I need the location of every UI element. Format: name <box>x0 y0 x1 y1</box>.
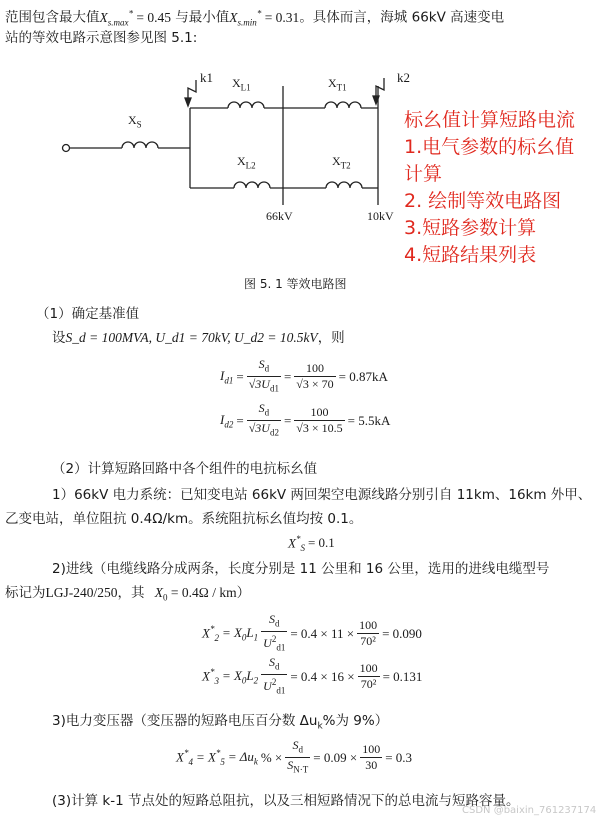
transformer-text: 3)电力变压器（变压器的短路电压百分数 $\Delta u_k\%$为 9%） <box>52 713 389 732</box>
equation-x2: $X^*_2$ = $X_0L_1$ $\frac{S_d}{U^2_{d1}}$ = 0.4 × 11 × $\frac{100}{\text{70²}}$ = 0.090 <box>202 612 422 653</box>
xl1-coil <box>228 102 264 108</box>
annotation-line: 1.电气参数的标幺值 <box>404 136 575 158</box>
label-66kv: 66kV <box>266 209 293 223</box>
incoming-line-text-1: 2)进线（电缆线路分成两条，长度分别是 11 公里和 16 公里，选用的进线电缆型号 <box>52 561 550 577</box>
label-xs: $X_S$ <box>128 113 142 130</box>
xt1-coil <box>325 102 361 108</box>
watermark: CSDN @baixin_761237174 <box>462 805 597 816</box>
intro-line-2: 站的等效电路示意图参见图 5.1: <box>5 30 198 46</box>
figure-caption: 图 5. 1 等效电路图 <box>244 277 347 291</box>
annotation-line: 4.短路结果列表 <box>404 244 537 266</box>
section1-setup: 设S_d = 100MVA, U_d1 = 70kV, U_d2 = 10.5kV，则 <box>52 330 345 346</box>
label-xl1: $X_{L1}$ <box>232 76 251 93</box>
intro-line-1: 范围包含最大值$X_{s.max}^* = 0.45$ 与最小值$X_{s.min}^* = 0.31$。具体而言，海城 66kV 高速变电 <box>5 8 505 28</box>
xt2-coil <box>326 182 362 188</box>
annotation-block <box>404 107 575 269</box>
section2-heading: （2）计算短路回路中各个组件的电抗标幺值 <box>52 461 318 477</box>
label-k1: k1 <box>200 70 213 85</box>
incoming-line-text-2: 标记为LGJ-240/250，其 $X_0 = 0.4\Omega / km$） <box>5 585 251 603</box>
k1-fault-arrow <box>188 80 196 100</box>
annotation-line: 计算 <box>404 163 443 185</box>
label-k2: k2 <box>397 70 410 85</box>
source-node <box>63 145 70 152</box>
label-xt1: $X_{T1}$ <box>328 76 347 93</box>
xs-coil <box>122 142 158 148</box>
equation-id2: $I_{d2}$ = $\frac{S_d}{√3U_{d2}}$ = $\frac{100}{√3 \times 10.5}$ = 5.5kA <box>220 401 391 438</box>
annotation-line: 3.短路参数计算 <box>404 217 537 239</box>
section1-heading: （1）确定基准值 <box>36 306 140 322</box>
k2-fault-arrow <box>376 78 384 98</box>
equation-x3: $X^*_3$ = $X_0L_2$ $\frac{S_d}{U^2_{d1}}$ = 0.4 × 16 × $\frac{100}{\text{70²}}$ = 0.131 <box>202 655 423 696</box>
short-circuit-calc-text: (3)计算 k-1 节点处的短路总阻抗，以及三相短路情况下的总电流与短路容量。 <box>52 793 520 809</box>
equation-xs: $X^*_S$ = 0.1 <box>288 534 335 553</box>
equation-x4: $X^*_4$ = $X^*_5$ = $\Delta u_k$ % × $\frac{S_d}{S_{N\cdot T}}$ = 0.09 × $\frac{100}{30}$ = 0.3 <box>176 738 413 775</box>
annotation-line: 2. 绘制等效电路图 <box>404 190 562 212</box>
label-10kv: 10kV <box>367 209 394 223</box>
power-system-line-1: 1）66kV 电力系统：已知变电站 66kV 两回架空电源线路分别引自 11km、16km 外甲、 <box>52 487 592 503</box>
xl2-coil <box>234 182 270 188</box>
equation-id1: $I_{d1}$ = $\frac{S_d}{√3U_{d1}}$ = $\frac{100}{√3 \times 70}$ = 0.87kA <box>220 357 388 394</box>
label-xt2: $X_{T2}$ <box>332 154 351 171</box>
annotation-line: 标幺值计算短路电流 <box>404 109 576 131</box>
label-xl2: $X_{L2}$ <box>237 154 256 171</box>
power-system-line-2: 乙变电站，单位阻抗 0.4Ω/km。系统阻抗标幺值均按 0.1。 <box>5 511 363 527</box>
